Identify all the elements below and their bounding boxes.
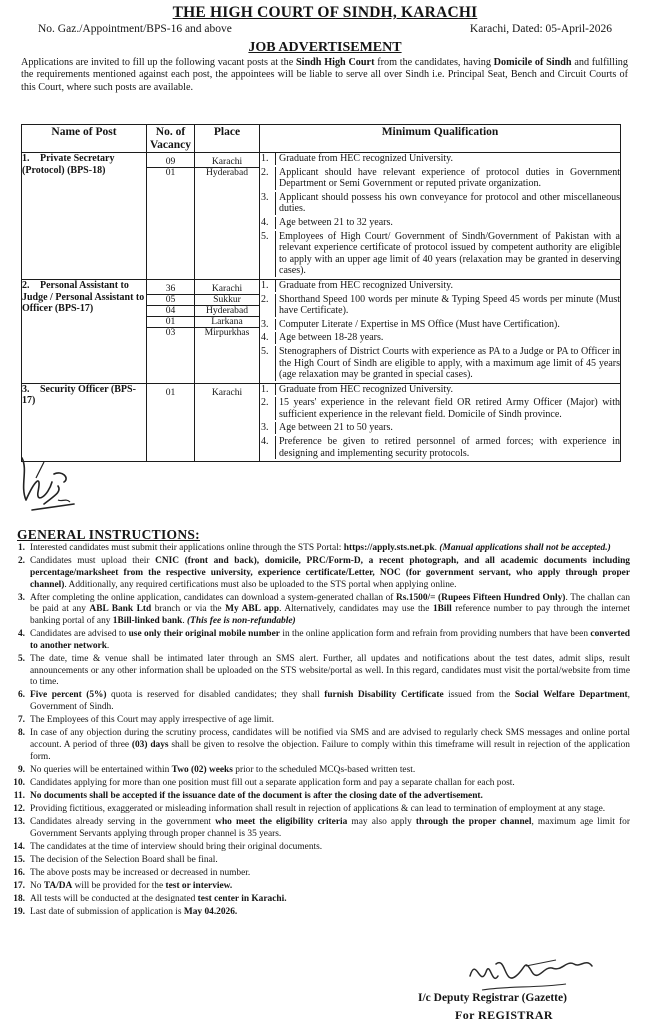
instruction-number: 15.: [13, 855, 25, 866]
instruction-text: [30, 881, 630, 893]
instruction-segment: . Additionally, any required certifications must also be uploaded to the STS portal when applying online.: [64, 579, 457, 590]
qualification-text: Graduate from HEC recognized University.: [279, 383, 454, 395]
instructions-list: [6, 543, 630, 921]
instruction-segment: No: [30, 881, 44, 892]
instruction-segment: Five percent (5%): [30, 690, 107, 701]
header-vacancy: No. of Vacancy: [147, 125, 195, 153]
instruction-segment: shall be given to resolve the objection. Failure to comply within this timeframe will result in rejection of the application form.: [30, 739, 630, 762]
instruction-segment: In case of any objection during the scrutiny process, candidates will be notified via SMS and are advised to regularly check SMS messages and online portal account. A period of three: [30, 728, 630, 750]
instruction-segment: ABL Bank Ltd: [89, 604, 152, 615]
qualification-item: [260, 436, 620, 459]
instruction-segment: issued from the: [443, 690, 515, 701]
qualification-item: [260, 217, 620, 229]
instruction-number: 9.: [17, 764, 25, 775]
place-cell: [195, 153, 260, 280]
qualification-number: 1.: [260, 280, 276, 292]
post-name-cell: [22, 383, 147, 462]
intro-court-name: Sindh High Court: [295, 57, 375, 68]
vacancy-count: 09: [147, 157, 194, 168]
instruction-number: 11.: [13, 790, 25, 801]
qualification-number: 2.: [260, 294, 276, 317]
instruction-item: [6, 778, 630, 790]
instruction-item: [6, 629, 630, 652]
instruction-segment: After completing the online application, candidates can download a system-generated challan of: [30, 592, 397, 603]
qualification-number: 3.: [260, 422, 276, 434]
instruction-item: [6, 881, 630, 893]
header-name-of-post: Name of Post: [22, 125, 147, 153]
instruction-text: [30, 728, 630, 763]
instruction-text: [30, 556, 630, 591]
job-advertisement-heading: JOB ADVERTISEMENT: [248, 40, 402, 55]
qualification-item: [260, 192, 620, 215]
qualification-item: [260, 280, 620, 292]
qualification-item: [260, 319, 620, 331]
for-registrar: For REGISTRAR: [455, 1008, 553, 1022]
instruction-text: [30, 715, 630, 727]
instruction-segment: The candidates at the time of interview should bring their original documents.: [30, 841, 323, 852]
qualification-number: 3.: [260, 192, 276, 215]
instruction-segment: https://apply.sts.net.pk: [343, 543, 435, 553]
instruction-number: 16.: [13, 868, 25, 879]
vacancy-count: 01: [165, 167, 176, 178]
qualification-text: 15 years' experience in the relevant field OR retired Army Officer (Major) with sufficient experience in the relevant field. Domicile of Sindh province.: [279, 397, 620, 420]
instruction-segment: Candidates must upload their: [30, 556, 156, 567]
qualification-number: 2.: [260, 167, 276, 190]
qualification-item: [260, 422, 620, 434]
instruction-segment: .: [434, 543, 438, 553]
instruction-text: [30, 907, 630, 919]
vacancy-count: 03: [165, 326, 176, 338]
qualification-text: Preference be given to retired personnel of armed forces; with experience in designing and implementing security protocols.: [279, 436, 620, 459]
instruction-segment: The decision of the Selection Board shall be final.: [30, 855, 218, 866]
instruction-item: [6, 715, 630, 727]
instruction-segment: furnish Disability Certificate: [324, 690, 444, 701]
instruction-number: 5.: [17, 653, 25, 664]
instruction-segment: TA/DA: [43, 881, 73, 892]
post-title: Security Officer (BPS-17): [22, 383, 136, 407]
instruction-segment: converted to another network: [30, 629, 630, 651]
instruction-item: [6, 804, 630, 816]
qualification-text: Applicant should possess his own conveyance for protocol and other miscellaneous duties.: [279, 191, 620, 215]
qualification-number: 4.: [260, 436, 276, 459]
qualification-text: Age between 21 to 50 years.: [279, 422, 393, 434]
header-qualification: Minimum Qualification: [260, 125, 621, 153]
post-title: Personal Assistant to Judge / Personal Assistant to Officer (BPS-17): [22, 279, 145, 315]
instruction-item: [6, 907, 630, 919]
instruction-segment: test or interview.: [165, 881, 233, 892]
table-header-row: [22, 125, 621, 153]
place-name: Karachi: [211, 386, 243, 398]
instruction-item: [6, 654, 630, 689]
post-row: [22, 153, 621, 280]
instruction-segment: Candidates already serving in the government: [30, 817, 216, 828]
instruction-segment: use only their original mobile number: [128, 629, 280, 640]
post-row: [22, 279, 621, 383]
instruction-segment: No queries will be entertained within: [30, 764, 172, 775]
instruction-segment: 1Bill-linked bank: [112, 616, 183, 626]
qualification-text: Computer Literate / Expertise in MS Office (Must have Certification).: [279, 318, 560, 330]
qualification-cell: [260, 279, 621, 383]
instruction-number: 2.: [17, 556, 25, 567]
instruction-item: [6, 842, 630, 854]
qualification-text: Age between 18-28 years.: [279, 332, 384, 344]
instruction-segment: quota is reserved for disabled candidates; they shall: [106, 690, 325, 701]
instruction-segment: who meet the eligibility criteria: [215, 817, 348, 828]
instruction-segment: May 04.2026.: [183, 907, 238, 918]
instruction-segment: Candidates applying for more than one position must fill out a separate application form and pay a separate challan for each post.: [30, 777, 515, 788]
instruction-text: [30, 593, 630, 628]
instruction-text: [30, 868, 630, 880]
instruction-segment: Providing fictitious, exaggerated or misleading information shall result in rejection of applications & can lead to termination of employment at any stage.: [30, 804, 606, 815]
instruction-item: [6, 855, 630, 867]
instruction-segment: Two (02) weeks: [171, 764, 233, 775]
place-cell: [195, 383, 260, 462]
qualification-text: Graduate from HEC recognized University.: [279, 153, 454, 164]
instruction-segment: .: [106, 640, 110, 651]
vacancy-count: 05: [147, 295, 194, 306]
instruction-segment: The above posts may be increased or decreased in number.: [30, 868, 251, 879]
instruction-segment: will be provided for the: [72, 881, 166, 892]
post-number: 2.: [22, 279, 30, 291]
instruction-segment: . Alternatively, candidates may use the: [279, 604, 433, 615]
instruction-segment: , maximum age limit for Government Servants applying through proper channel is 35 years.: [30, 817, 630, 839]
qualification-number: 4.: [260, 332, 276, 344]
qualification-number: 1.: [260, 384, 276, 396]
place-name: Hyderabad: [195, 306, 259, 317]
instruction-item: [6, 593, 630, 628]
vacancy-cell: [147, 383, 195, 462]
header-place: Place: [195, 125, 260, 153]
instruction-number: 10.: [13, 777, 25, 788]
instruction-item: [6, 765, 630, 777]
instruction-item: [6, 556, 630, 591]
instruction-number: 7.: [17, 715, 25, 726]
instruction-number: 19.: [13, 907, 25, 918]
qualification-number: 5.: [260, 231, 276, 277]
instruction-segment: All tests will be conducted at the designated: [30, 894, 198, 905]
qualification-text: Age between 21 to 32 years.: [279, 216, 393, 228]
qualification-text: Shorthand Speed 100 words per minute & Typing Speed 45 words per minute (Must have Certificate).: [279, 293, 620, 317]
instruction-number: 17.: [13, 881, 25, 892]
instruction-number: 18.: [13, 894, 25, 905]
reference-number: No. Gaz./Appointment/BPS-16 and above: [38, 23, 232, 35]
instruction-text: [30, 543, 630, 555]
signatory-designation: I/c Deputy Registrar (Gazette): [418, 992, 567, 1004]
instruction-segment: No documents shall be accepted if the issuance date of the document is after the closing date of the advertisement.: [30, 790, 483, 801]
post-name-cell: [22, 153, 147, 280]
place-name: Karachi: [195, 157, 259, 168]
instruction-text: [30, 855, 630, 867]
instruction-number: 6.: [17, 690, 25, 701]
instruction-segment: through the proper channel: [415, 817, 532, 828]
instruction-segment: in the online application form and refrain from providing numbers that have been: [279, 629, 591, 640]
instruction-segment: .: [182, 616, 188, 626]
place-name: Hyderabad: [205, 167, 249, 178]
instruction-segment: may also apply: [347, 817, 416, 828]
qualification-cell: [260, 383, 621, 462]
qualification-text: Graduate from HEC recognized University.: [279, 279, 454, 291]
instruction-segment: Candidates are advised to: [30, 629, 129, 640]
qualification-cell: [260, 153, 621, 280]
qualification-text: Applicant should have relevant experience of protocol duties in Government Department or Semi Government or reputed private organization.: [279, 166, 620, 190]
instruction-number: 12.: [13, 804, 25, 815]
court-title: THE HIGH COURT OF SINDH, KARACHI: [172, 4, 478, 21]
intro-text-2: from the candidates, having: [374, 57, 494, 68]
post-row: [22, 383, 621, 462]
qualification-item: [260, 384, 620, 396]
instruction-segment: (03) days: [131, 739, 169, 750]
instruction-segment: Last date of submission of application is: [30, 907, 184, 918]
intro-text-1: Applications are invited to fill up the following vacant posts at the: [21, 57, 296, 68]
instruction-segment: CNIC (front and back), domicile, PRC/Form-D, a recent photograph, and all academic documents including percentage/marksheet from the respective university, experience certificate/Letter, NOC (for government servant, who apply through proper channel): [30, 556, 630, 590]
qualification-number: 1.: [260, 153, 276, 165]
instruction-segment: (Manual applications shall not be accepted.): [437, 543, 611, 553]
place-name: Mirpurkhas: [204, 326, 250, 338]
instruction-text: [30, 765, 630, 777]
vacancy-cell: [147, 279, 195, 383]
instruction-segment: 1Bill: [432, 604, 452, 615]
instruction-segment: . The challan can be paid at any: [30, 592, 631, 615]
instruction-segment: test center in Karachi.: [197, 894, 287, 905]
qualification-item: [260, 332, 620, 344]
instruction-segment: , Government of Sindh.: [30, 690, 630, 713]
qualification-text: Stenographers of District Courts with experience as PA to a Judge or PA to Officer in the High Court of Sindh are eligible to apply, with a maximum age limit of 45 years (age relaxation may be granted in special cases).: [279, 345, 620, 381]
qualification-text: Employees of High Court/ Government of Sindh/Government of Pakistan with a relevant experience certificate of protocol issued by competent authority are eligible to apply with an upper age limit of 40 years (relaxation may be granted in deserving cases).: [279, 230, 620, 277]
vacancy-count: 36: [147, 284, 194, 295]
instruction-text: [30, 894, 630, 906]
instruction-text: [30, 778, 630, 790]
vacancy-count: 01: [165, 386, 176, 398]
vacancy-count: 01: [147, 317, 194, 328]
instruction-segment: The Employees of this Court may apply irrespective of age limit.: [30, 715, 274, 726]
general-instructions-title: GENERAL INSTRUCTIONS:: [17, 527, 200, 542]
instruction-number: 3.: [17, 592, 25, 603]
instruction-item: [6, 868, 630, 880]
qualification-number: 3.: [260, 319, 276, 331]
instruction-text: [30, 629, 630, 652]
instruction-item: [6, 728, 630, 763]
post-number: 3.: [22, 383, 30, 395]
instruction-segment: The date, time & venue shall be intimated later through an SMS alert. Further, all updates and notifications about the test dates, admit slips, result announcements or any other information shall be uploaded on the STS website/portal as well. In this regard, candidates must visit the portal/website from time to time.: [30, 653, 630, 688]
instruction-number: 13.: [13, 817, 25, 828]
instruction-text: [30, 690, 630, 713]
instruction-item: [6, 543, 630, 555]
qualification-number: 2.: [260, 397, 276, 420]
instruction-text: [30, 817, 630, 840]
instruction-segment: My ABL app: [225, 604, 280, 615]
post-title: Private Secretary (Protocol) (BPS-18): [22, 153, 115, 176]
instruction-segment: prior to the scheduled MCQs-based written test.: [232, 764, 416, 775]
intro-domicile: Domicile of Sindh: [493, 57, 572, 68]
instruction-segment: Rs.1500/= (Rupees Fifteen Hundred Only): [396, 592, 566, 603]
post-name-cell: [22, 279, 147, 383]
instruction-number: 1.: [17, 543, 25, 553]
qualification-item: [260, 346, 620, 381]
instruction-number: 4.: [17, 629, 25, 640]
instruction-item: [6, 894, 630, 906]
dated-line: Karachi, Dated: 05-April-2026: [469, 23, 612, 35]
instruction-number: 14.: [13, 841, 25, 852]
place-cell: [195, 279, 260, 383]
instruction-text: [30, 804, 630, 816]
intro-text-3: and fulfilling the requirements mentioned against each post, the appointees will be liable to serve all over Sindh i.e. Principal Seat, Bench and Circuit Courts of this Court, where such posts are available.: [21, 57, 628, 93]
qualification-item: [260, 167, 620, 190]
instruction-item: [6, 690, 630, 713]
instruction-text: [30, 791, 630, 803]
qualification-item: [260, 231, 620, 277]
instruction-text: [30, 842, 630, 854]
place-name: Sukkur: [195, 295, 259, 306]
place-name: Karachi: [195, 284, 259, 295]
instruction-segment: (This fee is non-refundable): [187, 616, 296, 626]
qualification-number: 5.: [260, 346, 276, 381]
instruction-item: [6, 791, 630, 803]
instruction-segment: reference number to pay through the internet banking portal of any: [30, 604, 630, 626]
qualification-item: [260, 153, 620, 165]
registrar-signature: [466, 946, 601, 994]
instruction-item: [6, 817, 630, 840]
instruction-segment: Social Welfare Department: [514, 690, 628, 701]
posts-table: [21, 124, 621, 462]
instruction-number: 8.: [17, 728, 25, 739]
qualification-number: 4.: [260, 217, 276, 229]
intro-paragraph: [21, 57, 628, 94]
post-number: 1.: [22, 153, 30, 164]
signature-mark: [14, 452, 84, 516]
place-name: Larkana: [195, 317, 259, 328]
qualification-item: [260, 294, 620, 317]
instruction-segment: branch or via the: [151, 604, 226, 615]
instruction-segment: Interested candidates must submit their applications online through the STS Portal:: [30, 543, 344, 553]
qualification-item: [260, 397, 620, 420]
vacancy-count: 04: [147, 306, 194, 317]
vacancy-cell: [147, 153, 195, 280]
instruction-text: [30, 654, 630, 689]
